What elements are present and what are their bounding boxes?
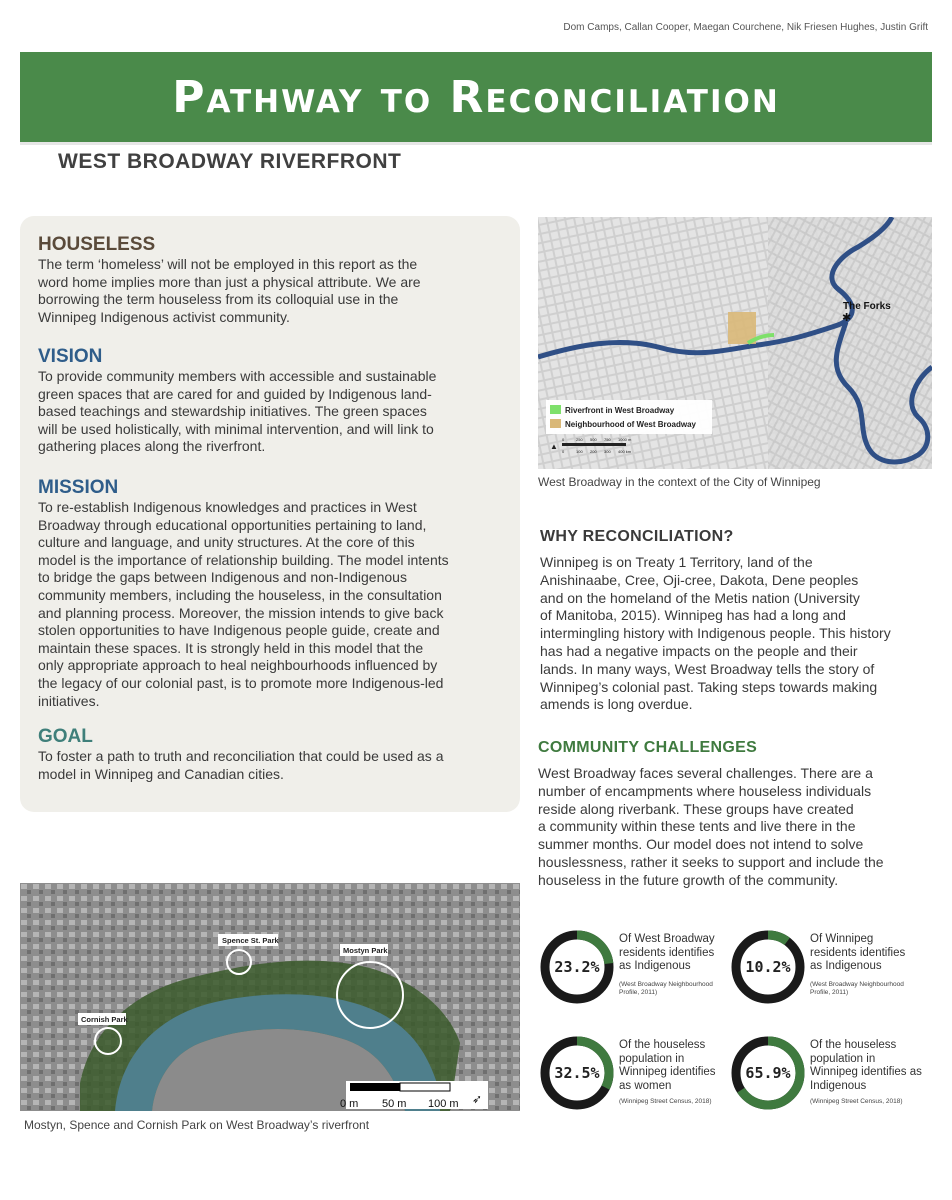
- section-body: [38, 748, 498, 783]
- text-line: Profile, 2011): [810, 988, 849, 996]
- legend-swatch-neighbourhood: [550, 419, 561, 428]
- stat-description: [619, 933, 739, 974]
- stat-block: [539, 1035, 729, 1115]
- text-line: has had a negative impacts on the people and their: [540, 642, 858, 659]
- section-body: [38, 256, 498, 326]
- stat-value: 10.2%: [745, 958, 791, 976]
- stat-source: [810, 1098, 920, 1106]
- cornish-park-label: Cornish Park: [81, 1015, 128, 1024]
- text-line: amends is long overdue.: [540, 696, 693, 713]
- stat-source: [810, 981, 920, 996]
- text-line: to bridge the gaps between Indigenous and non-Indigenous: [38, 569, 407, 586]
- scale-mark: 100 m: [428, 1098, 459, 1110]
- riverfront-aerial-map: [20, 883, 520, 1111]
- authors: Dom Camps, Callan Cooper, Maegan Courchene, Nik Friesen Hughes, Justin Grift: [563, 22, 928, 33]
- text-line: model in Winnipeg and Canadian cities.: [38, 765, 284, 782]
- text-line: initiatives.: [38, 692, 100, 709]
- scale-mark: 0: [562, 437, 565, 442]
- forks-label: The Forks: [843, 301, 891, 312]
- goal-section: [38, 726, 498, 783]
- scale-mark: 0: [562, 449, 565, 454]
- text-line: Of the houseless: [619, 1039, 706, 1051]
- scale-mark: 1000 m: [618, 437, 632, 442]
- stat-block: [730, 929, 920, 1009]
- text-line: and planning process. Moreover, the mission intends to give back: [38, 604, 444, 621]
- page-title: Pathway to Reconciliation: [172, 71, 780, 123]
- text-line: residents identifies: [619, 946, 715, 959]
- text-line: residents identifies: [810, 946, 906, 959]
- title-banner: [20, 52, 932, 145]
- text-line: intermingling history with Indigenous people. This history: [540, 625, 891, 642]
- scale-mark: 500: [590, 437, 597, 442]
- section-heading: GOAL: [38, 726, 93, 747]
- why-section: [540, 528, 930, 714]
- text-line: a community within these tents and live there in the: [538, 818, 856, 835]
- legend-neighbourhood: Neighbourhood of West Broadway: [565, 420, 696, 429]
- spence-park-label: Spence St. Park: [222, 936, 279, 945]
- stat-block: [730, 1035, 920, 1115]
- section-heading: VISION: [38, 346, 103, 367]
- stat-description: [810, 1039, 930, 1093]
- text-line: stolen opportunities to have Indigenous people guide, create and: [38, 622, 440, 639]
- text-line: as women: [619, 1079, 672, 1092]
- text-line: Of West Broadway: [619, 933, 715, 945]
- text-line: population in: [810, 1052, 876, 1065]
- text-line: West Broadway faces several challenges. There are a: [538, 765, 873, 781]
- text-line: borrowing the term houseless from its colloquial use in the: [38, 291, 399, 308]
- text-line: The term ‘homeless’ will not be employed in this report as the: [38, 256, 418, 272]
- mission-section: [38, 477, 498, 710]
- text-line: will be used holistically, with minimal intervention, and will link to: [38, 420, 434, 437]
- text-line: and on the homeland of the Metis nation (University: [540, 589, 860, 606]
- north-arrow-icon: ▲: [550, 442, 558, 451]
- text-line: Winnipeg identifies: [619, 1066, 716, 1079]
- text-line: the legacy of our colonial past, is to promote more Indigenous-led: [38, 674, 444, 691]
- text-line: (West Broadway Neighbourhood: [619, 981, 713, 988]
- text-line: as Indigenous: [810, 960, 882, 973]
- text-line: maintain these spaces. It is strongly held in this model that the: [38, 639, 424, 656]
- stat-source: [619, 1098, 729, 1106]
- vision-section: [38, 346, 498, 456]
- houseless-section: [38, 234, 498, 326]
- scale-mark: 250: [576, 437, 583, 442]
- legend-riverfront: Riverfront in West Broadway: [565, 406, 675, 415]
- text-line: gathering places along the riverfront.: [38, 438, 266, 455]
- text-line: word home implies more than just a physical attribute. We are: [38, 273, 421, 290]
- map-graphic: [538, 217, 932, 469]
- text-line: houseless in the future growth of the community.: [538, 871, 839, 888]
- section-body: [38, 499, 498, 710]
- section-body: [540, 554, 930, 714]
- text-line: Anishinaabe, Cree, Oji-cree, Dakota, Dene peoples: [540, 571, 859, 588]
- section-heading: WHY RECONCILIATION?: [540, 528, 734, 545]
- text-line: lands. In many ways, West Broadway tells the story of: [540, 660, 875, 677]
- text-line: Of the houseless: [810, 1039, 897, 1051]
- mostyn-park-label: Mostyn Park: [343, 946, 388, 955]
- legend-swatch-riverfront: [550, 405, 561, 414]
- stat-block: [539, 929, 729, 1009]
- winnipeg-context-map: [538, 217, 932, 469]
- text-line: reside along riverbank. These groups have created: [538, 800, 854, 817]
- text-line: culture and language, and unity structures. At the core of this: [38, 534, 415, 551]
- scale-mark: 50 m: [382, 1098, 407, 1110]
- scale-mark: 100: [576, 449, 583, 454]
- scale-mark: 200: [590, 449, 597, 454]
- text-line: (West Broadway Neighbourhood: [810, 981, 904, 988]
- aerial-caption: Mostyn, Spence and Cornish Park on West Broadway’s riverfront: [24, 1118, 370, 1132]
- text-line: green spaces that are cared for and guided by Indigenous land-: [38, 385, 432, 402]
- page-subtitle: WEST BROADWAY RIVERFRONT: [58, 150, 402, 173]
- text-line: To re-establish Indigenous knowledges and practices in West: [38, 499, 417, 515]
- scale-mark: 750: [604, 437, 611, 442]
- stat-value: 23.2%: [554, 958, 600, 976]
- aerial-scale-bar: [340, 1081, 488, 1110]
- section-heading: COMMUNITY CHALLENGES: [538, 739, 758, 756]
- text-line: Profile, 2011): [619, 988, 658, 996]
- scale-mark: 300: [604, 449, 611, 454]
- text-line: Broadway through educational opportunities pertaining to land,: [38, 516, 427, 533]
- text-line: based teachings and stewardship initiatives. The green spaces: [38, 403, 427, 420]
- stat-source: [619, 981, 729, 996]
- scale-mark: 400 km: [618, 449, 632, 454]
- stat-value: 32.5%: [554, 1064, 600, 1082]
- stat-description: [810, 933, 930, 974]
- text-line: Of Winnipeg: [810, 933, 874, 945]
- aerial-graphic: [20, 883, 520, 1111]
- text-line: as Indigenous: [619, 960, 691, 973]
- forks-marker-icon: ✱: [842, 312, 852, 324]
- text-line: (Winnipeg Street Census, 2018): [619, 1098, 712, 1105]
- text-line: houslessness, rather it seeks to support and include the: [538, 853, 884, 870]
- text-line: community members, including the houseless, in the consultation: [38, 586, 442, 603]
- text-line: Winnipeg Indigenous activist community.: [38, 308, 290, 325]
- text-line: summer months. Our model does not intend to solve: [538, 836, 864, 853]
- section-heading: MISSION: [38, 477, 119, 498]
- stat-value: 65.9%: [745, 1064, 791, 1082]
- text-line: To provide community members with accessible and sustainable: [38, 368, 437, 384]
- text-line: only appropriate approach to heal neighbourhoods influenced by: [38, 657, 438, 674]
- scale-mark: 0 m: [340, 1098, 359, 1110]
- north-arrow-icon: ➶: [472, 1092, 483, 1106]
- challenges-section: [538, 739, 928, 890]
- text-line: Winnipeg identifies as: [810, 1066, 922, 1079]
- stat-description: [619, 1039, 739, 1093]
- text-line: To foster a path to truth and reconciliation that could be used as a: [38, 748, 444, 764]
- map-caption: West Broadway in the context of the City of Winnipeg: [538, 475, 821, 489]
- text-line: of Manitoba, 2015). Winnipeg has had a long and: [540, 607, 846, 624]
- text-line: (Winnipeg Street Census, 2018): [810, 1098, 903, 1105]
- text-line: model is the importance of relationship building. The model intents: [38, 551, 449, 568]
- section-body: [538, 765, 928, 890]
- text-line: population in: [619, 1052, 685, 1065]
- text-line: Winnipeg is on Treaty 1 Territory, land of the: [540, 554, 813, 570]
- map-scale-bar: [550, 437, 632, 454]
- text-line: number of encampments where houseless individuals: [538, 782, 872, 799]
- section-heading: HOUSELESS: [38, 234, 156, 255]
- section-body: [38, 368, 498, 456]
- text-line: Winnipeg’s colonial past. Taking steps towards making: [540, 678, 878, 695]
- text-line: Indigenous: [810, 1079, 867, 1092]
